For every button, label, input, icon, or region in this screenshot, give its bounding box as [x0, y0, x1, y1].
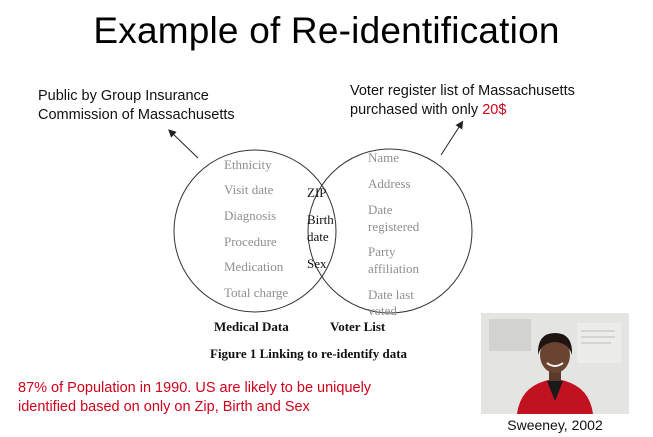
shared-item: ZIP — [307, 185, 327, 200]
population-statement: 87% of Population in 1990. US are likely to be uniquely identified based on only on Zip, Birth and Sex — [18, 380, 372, 415]
left-item: Procedure — [224, 234, 277, 249]
slide-title: Example of Re-identification — [93, 10, 560, 51]
left-item: Total charge — [224, 285, 289, 300]
left-arrow — [171, 132, 198, 158]
right-item: Address — [368, 176, 411, 191]
portrait-illustration — [481, 313, 629, 414]
right-note-line1: Voter register list of Massachusetts — [350, 83, 575, 99]
right-item: Date — [368, 202, 393, 217]
left-item: Ethnicity — [224, 157, 272, 172]
right-item: Date last — [368, 287, 414, 302]
figure-caption: Figure 1 Linking to re-identify data — [210, 346, 408, 361]
left-note-line1: Public by Group Insurance — [38, 88, 209, 104]
right-arrow — [441, 124, 461, 155]
voter-list-label: Voter List — [330, 319, 386, 334]
photo-caption: Sweeney, 2002 — [507, 417, 603, 433]
left-item: Medication — [224, 259, 284, 274]
left-note-line2: Commission of Massachusetts — [38, 106, 235, 123]
shared-item: Sex — [307, 256, 327, 271]
medical-data-label: Medical Data — [214, 319, 289, 334]
portrait-photo — [481, 313, 629, 414]
right-item: affiliation — [368, 261, 420, 276]
shared-item: Birth — [307, 212, 334, 227]
right-note-price: 20$ — [482, 101, 507, 118]
shared-item: date — [307, 229, 329, 244]
left-item: Diagnosis — [224, 208, 276, 223]
right-item: voted — [368, 303, 397, 318]
right-note-prefix: purchased with only — [350, 101, 483, 118]
right-item: registered — [368, 219, 420, 234]
right-item: Party — [368, 244, 396, 259]
left-item: Visit date — [224, 182, 274, 197]
right-item: Name — [368, 150, 400, 165]
